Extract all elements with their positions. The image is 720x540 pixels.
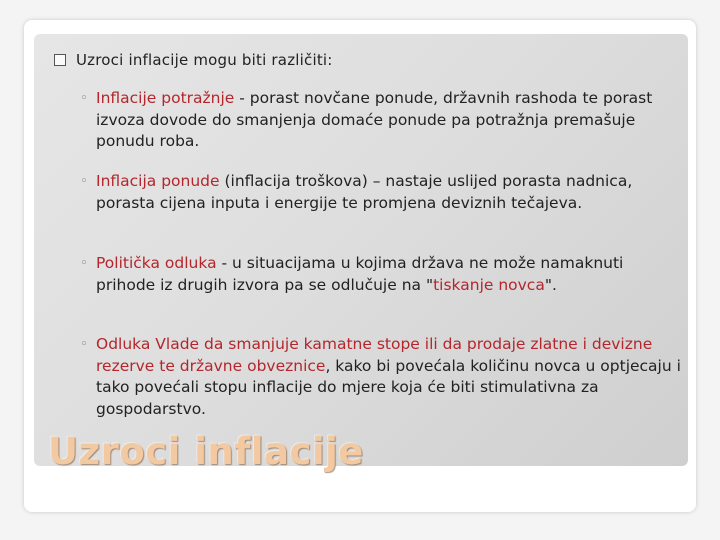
- item-text: - porast novčane ponude, državnih rashoda te porast izvoza dovode do smanjenja domaće ponude pa potražnja premašuje ponudu roba.: [96, 89, 653, 150]
- main-bullet-text: Uzroci inflacije mogu biti različiti:: [76, 51, 333, 69]
- circle-bullet-icon: ◦: [80, 174, 88, 189]
- list-item: [80, 253, 681, 296]
- item-text: (inflacija troškova) – nastaje uslijed porasta nadnica, porasta cijena inputa i energije te promjena deviznih tečajeva.: [96, 172, 633, 212]
- item-highlight: Odluka Vlade da smanjuje kamatne stope ili da prodaje zlatne i devizne rezerve te državne obveznice: [96, 335, 653, 375]
- list-item: [80, 171, 681, 214]
- item-highlight-2: tiskanje novca: [433, 275, 545, 294]
- item-text: , kako bi povećala količinu novca u optjecaju i tako povećali stopu inflacije do mjere koja će biti stimulativna za gospodarstvo.: [96, 356, 681, 418]
- circle-bullet-icon: ◦: [80, 91, 88, 106]
- item-highlight: Inflacija ponude: [96, 172, 220, 190]
- slide-title: Uzroci inflacije: [48, 430, 364, 473]
- item-text-2: ".: [544, 275, 557, 294]
- circle-bullet-icon: ◦: [80, 256, 88, 271]
- item-text: - u situacijama u kojima država ne može namaknuti prihode iz drugih izvora pa se odlučuje na ": [96, 254, 624, 294]
- circle-bullet-icon: ◦: [80, 337, 88, 352]
- item-highlight: Inflacije potražnje: [96, 89, 235, 107]
- item-highlight: Politička odluka: [96, 254, 217, 272]
- checkbox-bullet-icon: [54, 54, 66, 66]
- list-item: [80, 334, 681, 420]
- list-item: [80, 88, 681, 153]
